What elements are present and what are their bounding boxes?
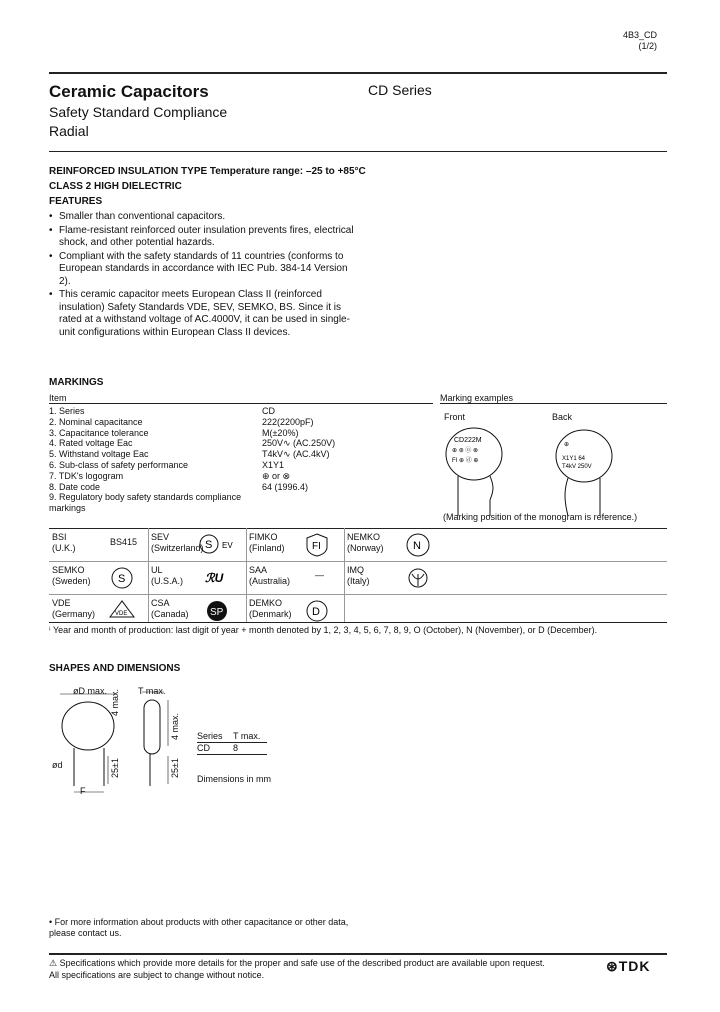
footer-rule <box>49 953 667 955</box>
lead-length-left: 25±1 <box>110 758 120 778</box>
header-rule <box>49 72 667 74</box>
lead-length-right: 25±1 <box>170 758 180 778</box>
examples-header: Marking examples <box>440 393 514 403</box>
standard-ul: UL (U.S.A.) <box>151 565 184 586</box>
svg-text:SP: SP <box>210 607 224 618</box>
back-capacitor-drawing <box>548 420 628 520</box>
item-header: Item <box>49 393 67 403</box>
standard-sev: SEV (Switzerland) <box>151 532 204 553</box>
standard-imq: IMQ (Italy) <box>347 565 370 586</box>
markings-title: MARKINGS <box>49 377 104 388</box>
lead-diameter-label: ød <box>52 760 63 770</box>
svg-text:EV: EV <box>222 541 233 550</box>
dimension-right: 4 max. <box>170 712 180 740</box>
thickness-label: T max. <box>138 686 166 696</box>
svg-text:S: S <box>118 573 126 585</box>
front-capacitor-drawing <box>440 420 520 520</box>
svg-text:ℛU: ℛU <box>205 571 224 585</box>
dimension-left: 4 max. <box>110 688 120 716</box>
semko-mark-icon <box>110 566 134 590</box>
standards-bottom-rule <box>49 622 667 623</box>
notice-text: All specifications are subject to change without notice. <box>49 970 265 980</box>
svg-text:⊕: ⊕ <box>564 442 570 448</box>
standard-fimko: FIMKO (Finland) <box>249 532 285 553</box>
dimension-units: Dimensions in mm <box>197 774 272 784</box>
saa-mark: — <box>315 570 324 580</box>
standard-bsi: BSI (U.K.) <box>52 532 76 553</box>
feature-item: • Compliant with the safety standards of 11 countries (conforms to European standards in accordance with IEC Pub. 384-14 Version 2). <box>49 250 348 287</box>
standard-saa: SAA (Australia) <box>249 565 291 586</box>
title-rule <box>49 151 667 152</box>
series-name: CD Series <box>368 82 432 98</box>
nemko-mark-icon <box>406 533 430 557</box>
sev-mark-icon <box>200 533 244 555</box>
tdk-logo: ⊛TDK <box>606 958 651 974</box>
svg-text:X1Y1 64: X1Y1 64 <box>562 456 586 462</box>
date-note: ⁱ Year and month of production: last digit of year + month denoted by 1, 2, 3, 4, 5, 6, 7, 8, 9, O (October), N (November), or D (December). <box>49 625 598 635</box>
caution-note: ⚠ Specifications which provide more details for the proper and safe use of the described product are available upon request. <box>49 958 545 968</box>
dimension-table: Series T max. CD 8 <box>197 731 267 755</box>
shapes-title: SHAPES AND DIMENSIONS <box>49 663 181 674</box>
page-subtitle: Safety Standard Compliance <box>49 104 228 120</box>
svg-text:⊕ ⊛ ⓤ ⊗: ⊕ ⊛ ⓤ ⊗ <box>452 448 479 454</box>
lead-spacing-label: F <box>80 786 86 796</box>
standard-demko: DEMKO (Denmark) <box>249 598 292 619</box>
back-label: Back <box>552 412 573 422</box>
csa-mark-icon <box>205 599 229 623</box>
dielectric-class: CLASS 2 HIGH DIELECTRIC <box>49 181 182 192</box>
svg-text:FI ⊕ ⓓ ⊕: FI ⊕ ⓓ ⊕ <box>452 458 479 464</box>
marking-values: CD 222(2200pF) M(±20%) 250V∿ (AC.250V) T4kV∿ (AC.4kV) X1Y1 ⊕ or ⊗ 64 (1996.4) <box>262 406 336 492</box>
feature-item: • Flame-resistant reinforced outer insulation prevents fires, electrical shock, and other potential hazards. <box>49 224 354 248</box>
feature-item: • This ceramic capacitor meets European Class II (reinforced insulation) Safety Standards VDE, SEV, SEMKO, BS. Since it is rated at a withstand voltage of AC.4000V, it can be used in single-unit configurations within European Class II devices. <box>49 289 350 338</box>
doc-code: 4B3_CD <box>622 30 657 40</box>
feature-item: • Smaller than conventional capacitors. <box>49 211 226 222</box>
warning-icon: ⚠ <box>49 958 60 968</box>
page-subtitle-2: Radial <box>49 123 89 139</box>
svg-text:FI: FI <box>312 541 321 552</box>
svg-text:D: D <box>312 606 320 618</box>
bsi-mark: BS415 <box>110 537 138 547</box>
page-title: Ceramic Capacitors <box>49 82 209 101</box>
marking-items: 1. Series 2. Nominal capacitance 3. Capacitance tolerance 4. Rated voltage Eac 5. Withstand voltage Eac 6. Sub-class of safety performance 7. TDK's logogram 8. Date code 9. Regulatory body safety standards compliance markings <box>49 406 242 514</box>
vde-mark-icon <box>108 599 136 619</box>
standard-csa: CSA (Canada) <box>151 598 189 619</box>
svg-text:T4kV 250V: T4kV 250V <box>562 464 592 470</box>
standard-semko: SEMKO (Sweden) <box>52 565 91 586</box>
standard-nemko: NEMKO (Norway) <box>347 532 384 553</box>
diameter-label: øD max. <box>73 686 108 696</box>
standard-vde: VDE (Germany) <box>52 598 96 619</box>
tdk-logo-icon: ⊛ <box>606 958 619 974</box>
insulation-type: REINFORCED INSULATION TYPE Temperature range: –25 to +85°C <box>49 166 366 177</box>
front-code: CD222M <box>454 437 482 444</box>
marking-note: (Marking position of the monogram is reference.) <box>443 512 638 522</box>
features-title: FEATURES <box>49 196 103 207</box>
more-info-note: • For more information about products with other capacitance or other data, please contact us. <box>49 917 349 938</box>
standards-top-rule <box>49 528 667 529</box>
front-label: Front <box>444 412 466 422</box>
page-number: (1/2) <box>638 40 657 51</box>
demko-mark-icon <box>305 599 329 623</box>
imq-mark-icon <box>406 566 430 590</box>
svg-text:S: S <box>205 539 213 551</box>
fimko-mark-icon <box>305 533 329 557</box>
svg-text:N: N <box>413 540 421 552</box>
svg-text:VDE: VDE <box>115 611 128 617</box>
ul-mark-icon <box>205 570 233 584</box>
features-list <box>49 211 354 339</box>
markings-rule <box>49 403 433 404</box>
